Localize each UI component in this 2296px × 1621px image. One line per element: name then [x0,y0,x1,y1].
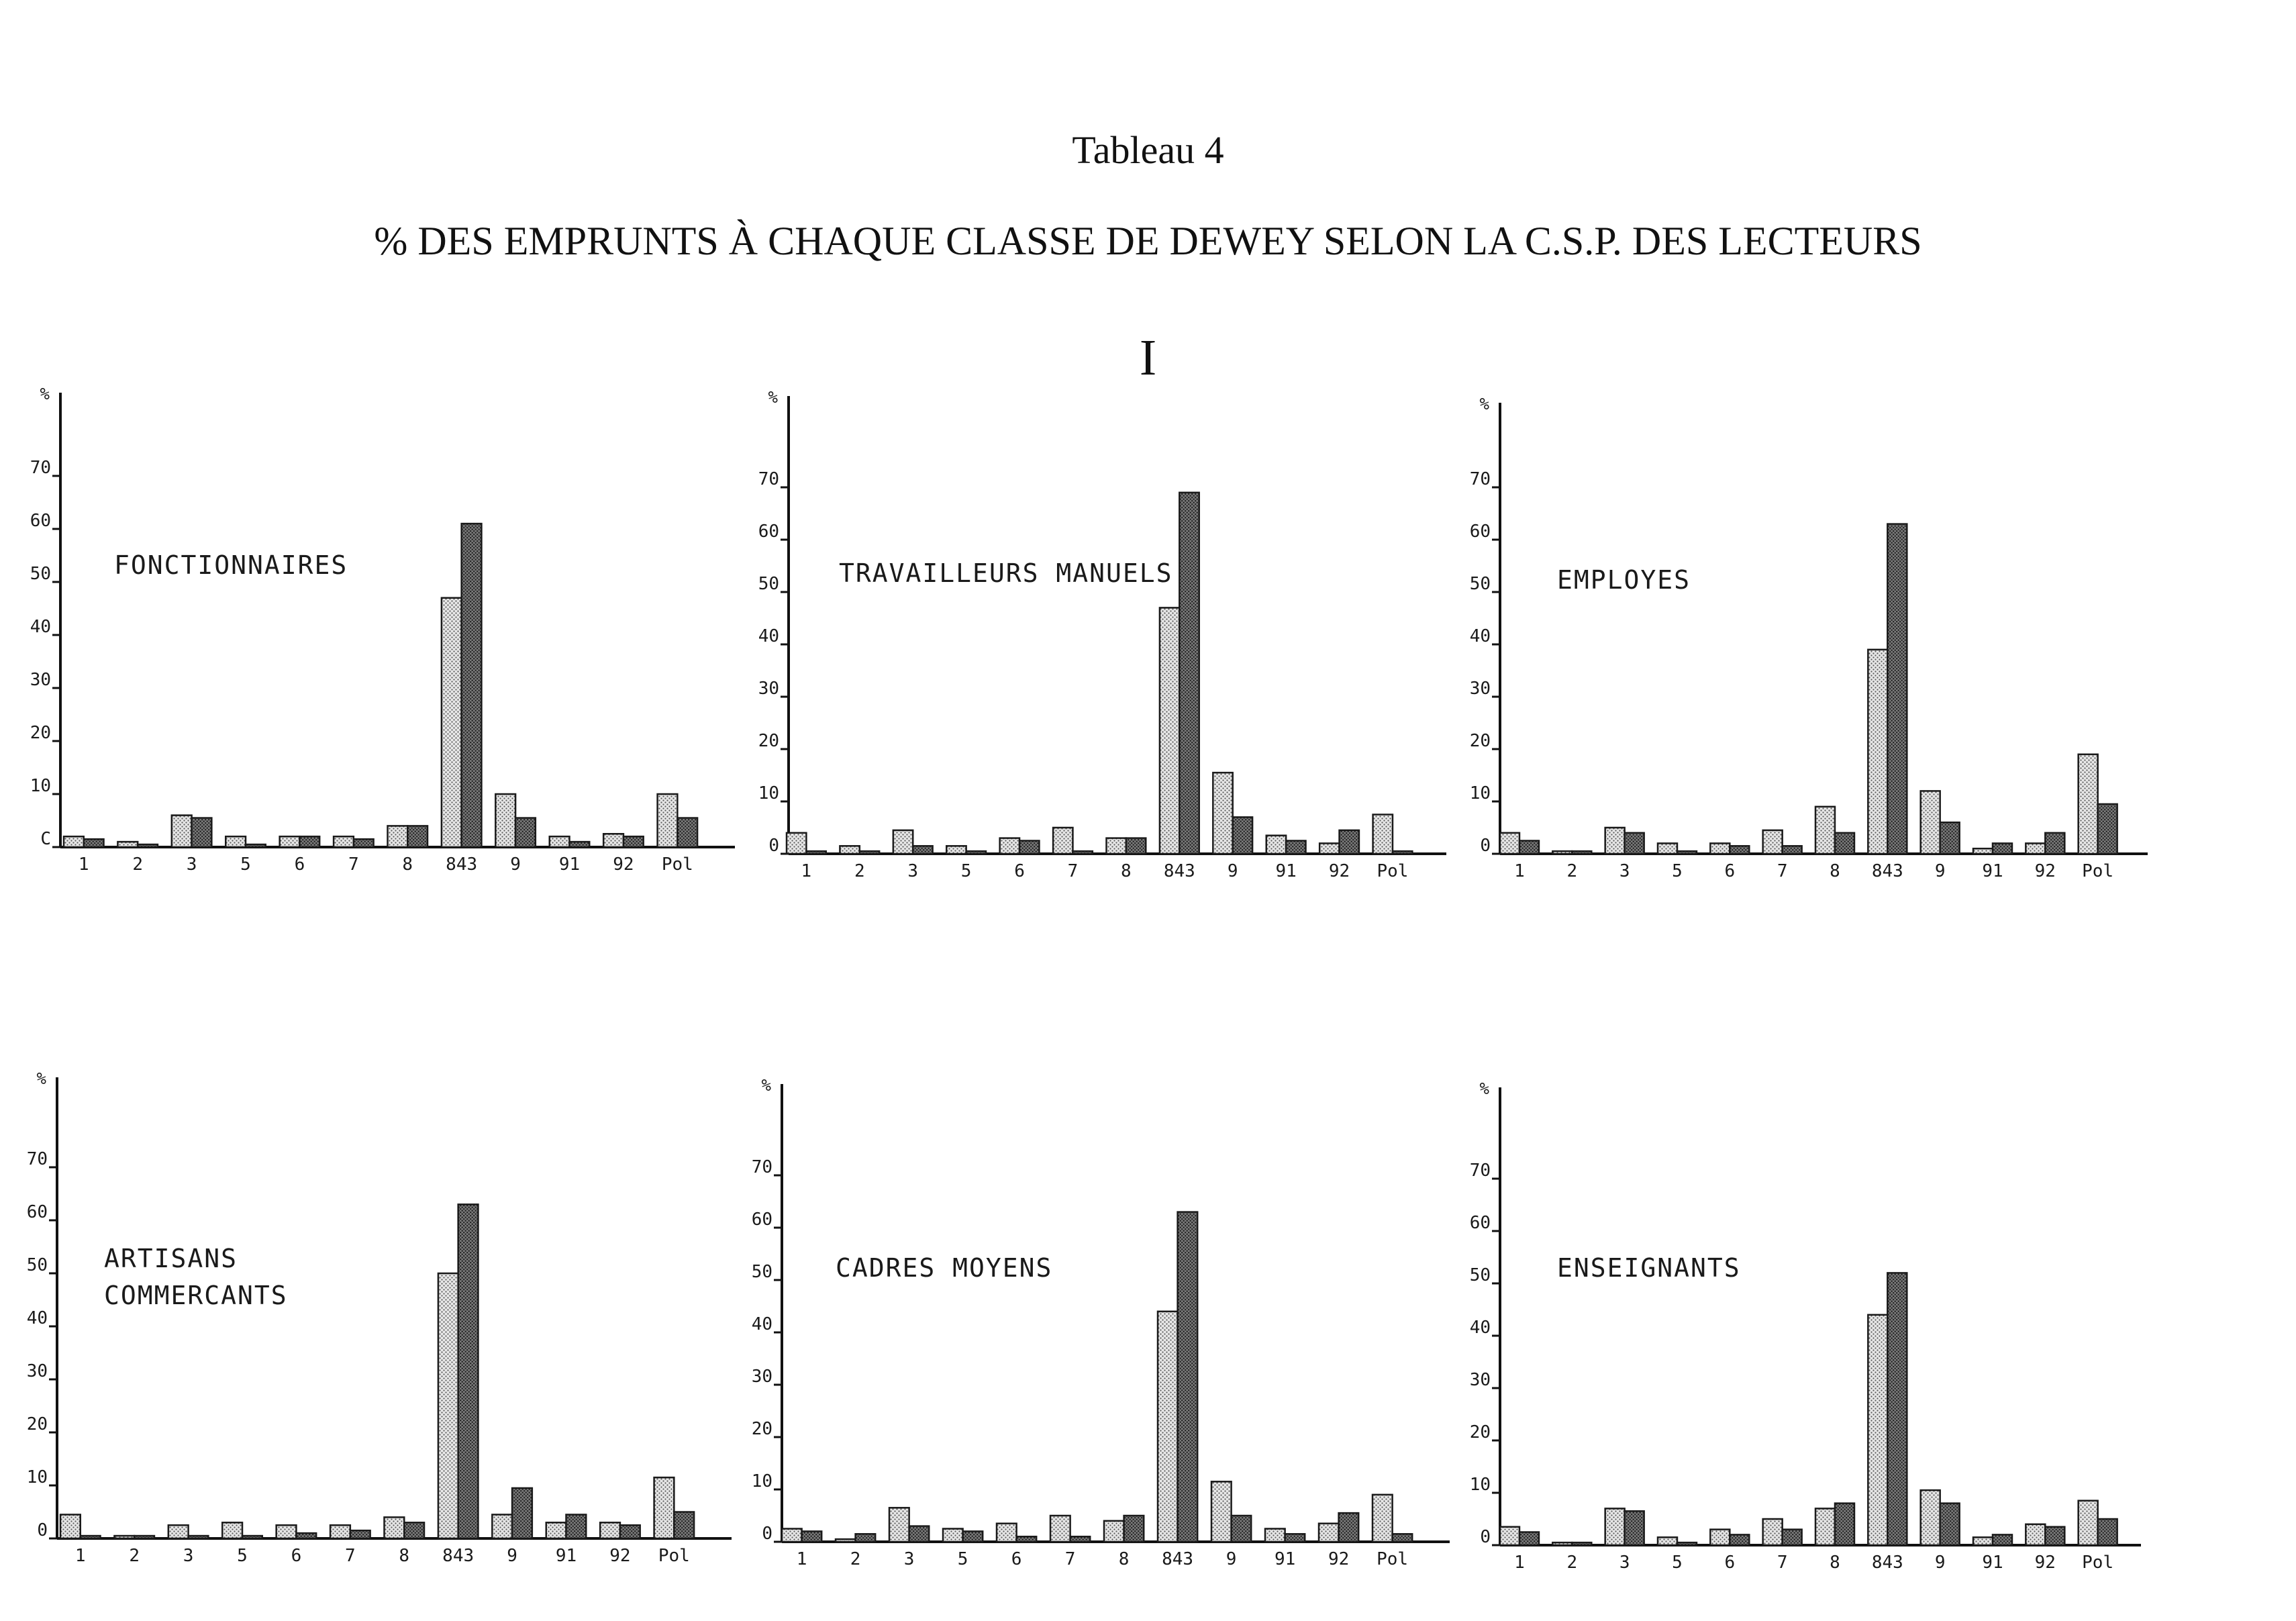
y-tick-label: 10 [758,783,779,803]
y-tick-label: 0 [1480,1527,1491,1547]
bar-series-2 [1993,1534,2012,1545]
chart-1 [30,385,735,875]
bar-series-1 [889,1508,909,1542]
y-tick-label: 60 [26,1202,48,1222]
bar-series-2 [2098,804,2117,854]
bar-series-2 [458,1204,479,1538]
category-label: 5 [960,861,972,881]
y-tick-label: 40 [751,1314,772,1334]
category-label: 91 [558,854,581,875]
y-axis-unit: % [1479,1079,1489,1098]
bar-series-1 [277,1525,297,1538]
bar-series-1 [1213,773,1232,854]
y-tick-label: 60 [1469,522,1491,542]
category-label: 91 [1982,1553,2003,1573]
bar-series-1 [1500,833,1519,854]
bar-series-1 [1868,1315,1887,1545]
category-label: 9 [1934,861,1946,881]
category-label: 92 [2034,861,2056,881]
category-label: 9 [1934,1553,1946,1573]
bar-series-2 [1783,846,1802,854]
bar-series-2 [1940,822,1960,854]
category-label: 6 [1724,1553,1736,1573]
bar-series-1 [1868,650,1887,854]
bar-series-2 [1340,830,1359,854]
bar-series-1 [1372,1495,1393,1542]
bar-series-1 [1763,830,1783,854]
y-tick-label: 10 [26,1467,48,1487]
y-tick-label: 60 [1469,1213,1491,1233]
y-axis-unit: % [40,385,50,403]
bar-series-1 [334,836,354,847]
category-label: 2 [854,861,865,881]
y-tick-label: 30 [26,1361,48,1381]
chart-4 [27,1069,732,1566]
bar-series-1 [1266,836,1286,854]
bar-series-2 [913,846,932,854]
category-label: 2 [1566,1553,1578,1573]
bar-series-2 [1783,1530,1802,1545]
section-numeral: I [1139,330,1157,386]
bar-series-1 [893,830,913,854]
bar-series-1 [1658,1537,1677,1545]
bar-series-2 [1178,1212,1198,1542]
y-tick-label: 30 [758,679,779,699]
bar-series-1 [603,834,623,847]
bar-series-1 [1107,838,1126,854]
y-tick-label: 20 [751,1419,772,1439]
bar-series-2 [856,1534,876,1542]
category-label: 92 [1328,1549,1350,1569]
y-tick-label: 70 [30,458,51,478]
category-label: 7 [1777,861,1788,881]
bar-series-2 [1887,524,1907,854]
category-label: 843 [446,854,478,875]
category-label: 2 [132,854,143,875]
bar-series-2 [1393,1534,1413,1542]
bar-series-2 [1572,1542,1591,1545]
y-axis-unit: % [768,388,778,407]
bar-series-2 [354,839,374,847]
bar-series-1 [1319,1524,1339,1542]
y-tick-label: 70 [1469,1161,1491,1181]
y-tick-label: 50 [758,574,779,594]
bar-series-2 [1286,841,1305,854]
bar-series-1 [1605,828,1625,854]
bar-series-2 [407,826,428,847]
bar-series-2 [1126,838,1146,854]
bar-series-2 [860,851,879,854]
bar-series-2 [1625,1511,1644,1545]
bar-series-2 [2045,833,2064,854]
bar-series-2 [462,524,482,847]
bar-series-1 [2026,843,2045,854]
y-tick-label: 40 [1469,626,1491,646]
category-label: 9 [1226,1549,1237,1569]
bar-series-1 [1605,1508,1625,1545]
y-tick-label: 50 [26,1255,48,1275]
bar-series-2 [1993,843,2012,854]
category-label: 1 [1514,1553,1525,1573]
category-label: 7 [348,854,359,875]
bar-series-2 [1625,833,1644,854]
bar-series-2 [674,1512,694,1539]
bar-series-1 [546,1522,566,1538]
bar-series-2 [404,1522,424,1538]
category-label: 843 [1871,861,1903,881]
category-label: 6 [291,1546,302,1566]
bar-series-1 [1211,1481,1232,1542]
category-label: 6 [1014,861,1025,881]
category-label: 5 [1672,1553,1683,1573]
y-tick-label: 70 [1469,469,1491,489]
chart-6 [1470,1079,2141,1573]
bar-series-2 [1232,1516,1252,1542]
bar-series-1 [1973,1537,1993,1545]
category-label: 8 [399,1546,410,1566]
bar-series-1 [840,846,859,854]
bar-series-1 [2079,754,2098,854]
category-label: 92 [609,1546,631,1566]
category-label: 91 [1275,861,1297,881]
bar-series-2 [1017,1536,1037,1542]
bar-series-1 [787,833,806,854]
bar-series-1 [1921,791,1940,854]
bar-series-1 [388,826,408,847]
y-tick-label: 20 [758,731,779,751]
bar-series-2 [1285,1534,1305,1542]
y-tick-label: 0 [37,1520,48,1540]
chart-title: EMPLOYES [1557,565,1691,595]
bar-series-1 [280,836,300,847]
category-label: 5 [237,1546,248,1566]
bar-series-1 [1763,1519,1783,1545]
chart-title: TRAVAILLEURS MANUELS [839,558,1173,588]
bar-series-2 [296,1533,316,1538]
bar-series-2 [1677,1542,1697,1545]
y-tick-label: 20 [1469,731,1491,751]
bar-series-2 [1572,851,1591,854]
bar-series-2 [2098,1519,2117,1545]
bar-series-2 [299,836,319,847]
category-label: 92 [1328,861,1350,881]
bar-series-2 [966,851,986,854]
y-tick-label: 60 [30,511,51,531]
bar-series-1 [60,1514,81,1538]
category-label: 92 [2034,1553,2056,1573]
category-label: 1 [1514,861,1525,881]
bar-series-2 [963,1531,983,1542]
y-tick-label: 0 [762,1524,772,1544]
category-label: 2 [850,1549,861,1569]
y-axis-unit: % [1479,395,1489,413]
bar-series-2 [1070,1536,1091,1542]
category-label: 92 [613,854,634,875]
bar-series-2 [909,1526,930,1542]
chart-5 [752,1076,1450,1569]
y-tick-label: 40 [26,1308,48,1328]
category-label: 3 [907,861,919,881]
bar-series-1 [168,1525,189,1538]
category-label: 91 [555,1546,577,1566]
category-label: 6 [294,854,305,875]
category-label: 7 [1777,1553,1788,1573]
y-tick-label: 40 [30,617,51,637]
bar-series-2 [1072,851,1092,854]
bar-series-1 [1815,807,1835,854]
bar-series-1 [600,1522,620,1538]
bar-series-2 [1730,1534,1749,1545]
bar-series-2 [806,851,826,854]
y-tick-label: 70 [758,469,779,489]
bar-series-1 [1500,1527,1519,1545]
y-tick-label: 30 [30,670,51,690]
bar-series-1 [64,836,84,847]
bar-series-1 [2079,1501,2098,1545]
category-label: 3 [186,854,197,875]
category-label: 8 [1121,861,1132,881]
category-label: 843 [1163,861,1195,881]
y-tick-label: 70 [26,1149,48,1169]
category-label: 3 [183,1546,194,1566]
bar-series-1 [438,1273,458,1538]
category-label: 1 [801,861,812,881]
bar-series-1 [1921,1490,1940,1545]
bar-series-1 [1373,815,1393,854]
category-label: Pol [658,1546,690,1566]
bar-series-2 [1940,1504,1960,1545]
bar-series-1 [330,1525,350,1538]
category-label: 2 [129,1546,140,1566]
category-label: 3 [1619,1553,1630,1573]
y-tick-label: 50 [1469,1265,1491,1285]
bar-series-2 [1339,1513,1359,1542]
category-label: 843 [1871,1553,1903,1573]
bar-series-1 [492,1514,512,1538]
bar-series-1 [1815,1508,1835,1545]
category-label: 5 [957,1549,968,1569]
bar-series-2 [84,839,104,847]
category-label: 843 [1162,1549,1194,1569]
bar-series-1 [1104,1521,1124,1542]
bar-series-2 [623,836,644,847]
category-label: 7 [1067,861,1079,881]
bar-series-1 [1000,838,1019,854]
category-label: 1 [796,1549,807,1569]
bar-series-2 [1124,1516,1144,1542]
y-tick-label: 60 [751,1210,772,1230]
chart-3 [1470,395,2148,881]
bar-series-2 [1519,1532,1539,1546]
bar-series-2 [1835,1504,1854,1545]
chart-title: FONCTIONNAIRES [114,550,348,580]
y-tick-label: C [40,829,51,849]
bar-series-1 [1319,843,1339,854]
category-label: 8 [402,854,413,875]
bar-series-1 [1050,1516,1070,1542]
bar-series-1 [1710,1530,1730,1545]
y-tick-label: 70 [751,1157,772,1177]
bar-series-2 [1179,493,1199,854]
category-label: Pol [2082,1553,2114,1573]
bar-series-2 [242,1536,262,1538]
category-label: Pol [1377,861,1409,881]
y-tick-label: 10 [1469,1475,1491,1495]
y-tick-label: 10 [30,776,51,796]
category-label: 8 [1830,1553,1840,1573]
bar-series-1 [172,816,192,847]
y-tick-label: 40 [758,626,779,646]
bar-series-1 [222,1522,242,1538]
y-tick-label: 60 [758,522,779,542]
category-label: 7 [1064,1549,1076,1569]
bar-series-1 [654,1477,675,1538]
bar-series-1 [1552,851,1572,854]
bar-series-2 [677,818,697,847]
y-axis-unit: % [761,1076,771,1095]
bar-series-1 [114,1536,134,1538]
y-tick-label: 30 [1469,1370,1491,1390]
y-tick-label: 10 [1469,783,1491,803]
y-tick-label: 20 [26,1414,48,1434]
bar-series-2 [515,818,536,847]
bar-series-1 [442,598,462,847]
bar-series-1 [1160,607,1179,854]
bar-series-1 [2026,1524,2045,1545]
category-label: 9 [510,854,521,875]
bar-series-1 [782,1529,802,1542]
y-axis-unit: % [36,1069,46,1088]
bar-series-2 [1835,833,1854,854]
y-tick-label: 50 [751,1262,772,1282]
bar-series-2 [1519,841,1539,854]
category-label: 7 [345,1546,356,1566]
category-label: 91 [1274,1549,1296,1569]
bar-series-2 [189,1536,209,1538]
bar-series-1 [226,836,246,847]
category-label: 9 [507,1546,517,1566]
y-tick-label: 30 [1469,679,1491,699]
bar-series-2 [2045,1527,2064,1545]
bar-series-2 [1393,851,1412,854]
bar-series-2 [192,818,212,847]
bar-series-2 [1887,1273,1907,1545]
bar-series-1 [550,836,570,847]
y-tick-label: 0 [1480,836,1491,856]
bar-series-2 [512,1488,532,1538]
category-label: 91 [1982,861,2003,881]
chart-2 [758,388,1446,881]
bar-series-2 [246,844,266,847]
chart-title: ARTISANS [104,1244,238,1273]
y-tick-label: 0 [768,836,779,856]
bar-series-2 [138,844,158,847]
bar-series-1 [1552,1542,1572,1545]
category-label: Pol [661,854,693,875]
bar-series-2 [81,1536,101,1538]
y-tick-label: 20 [30,723,51,743]
chart-title: CADRES MOYENS [836,1253,1053,1283]
y-tick-label: 50 [30,564,51,584]
category-label: 3 [1619,861,1630,881]
bar-series-1 [658,794,678,847]
bar-series-1 [385,1517,405,1538]
bar-series-1 [1158,1312,1178,1542]
bar-series-2 [1233,817,1252,854]
category-label: 5 [1672,861,1683,881]
bar-series-2 [620,1525,640,1538]
bar-series-2 [350,1530,370,1538]
bar-series-1 [836,1539,856,1542]
bar-series-1 [495,794,515,847]
category-label: 2 [1566,861,1578,881]
y-tick-label: 20 [1469,1422,1491,1442]
bar-series-2 [1677,851,1697,854]
y-tick-label: 30 [751,1367,772,1387]
category-label: 6 [1011,1549,1022,1569]
category-label: 5 [240,854,251,875]
document-subtitle: % DES EMPRUNTS À CHAQUE CLASSE DE DEWEY SELON LA C.S.P. DES LECTEURS [374,219,1922,263]
y-tick-label: 50 [1469,574,1491,594]
bar-series-1 [117,842,138,847]
bar-series-2 [1019,841,1039,854]
category-label: 9 [1227,861,1238,881]
chart-title: ENSEIGNANTS [1557,1253,1741,1283]
bar-series-2 [802,1531,822,1542]
bar-series-1 [1710,843,1730,854]
bar-series-2 [570,842,590,847]
category-label: 8 [1118,1549,1130,1569]
bar-series-1 [997,1524,1017,1542]
document-title: Tableau 4 [1072,128,1224,172]
bar-series-1 [1973,848,1993,854]
category-label: Pol [2082,861,2114,881]
category-label: 3 [903,1549,915,1569]
category-label: 1 [78,854,89,875]
bar-series-1 [1658,843,1677,854]
bar-series-2 [1730,846,1749,854]
bar-series-1 [946,846,966,854]
bar-series-1 [943,1529,963,1542]
bar-series-1 [1053,828,1072,854]
bar-series-2 [134,1536,154,1538]
category-label: 6 [1724,861,1736,881]
category-label: 1 [74,1546,86,1566]
category-label: 843 [442,1546,475,1566]
y-tick-label: 10 [751,1471,772,1491]
bar-series-2 [566,1514,587,1538]
bar-series-1 [1265,1529,1285,1542]
y-tick-label: 40 [1469,1318,1491,1338]
chart-title: COMMERCANTS [104,1281,288,1310]
category-label: Pol [1377,1549,1409,1569]
category-label: 8 [1830,861,1840,881]
